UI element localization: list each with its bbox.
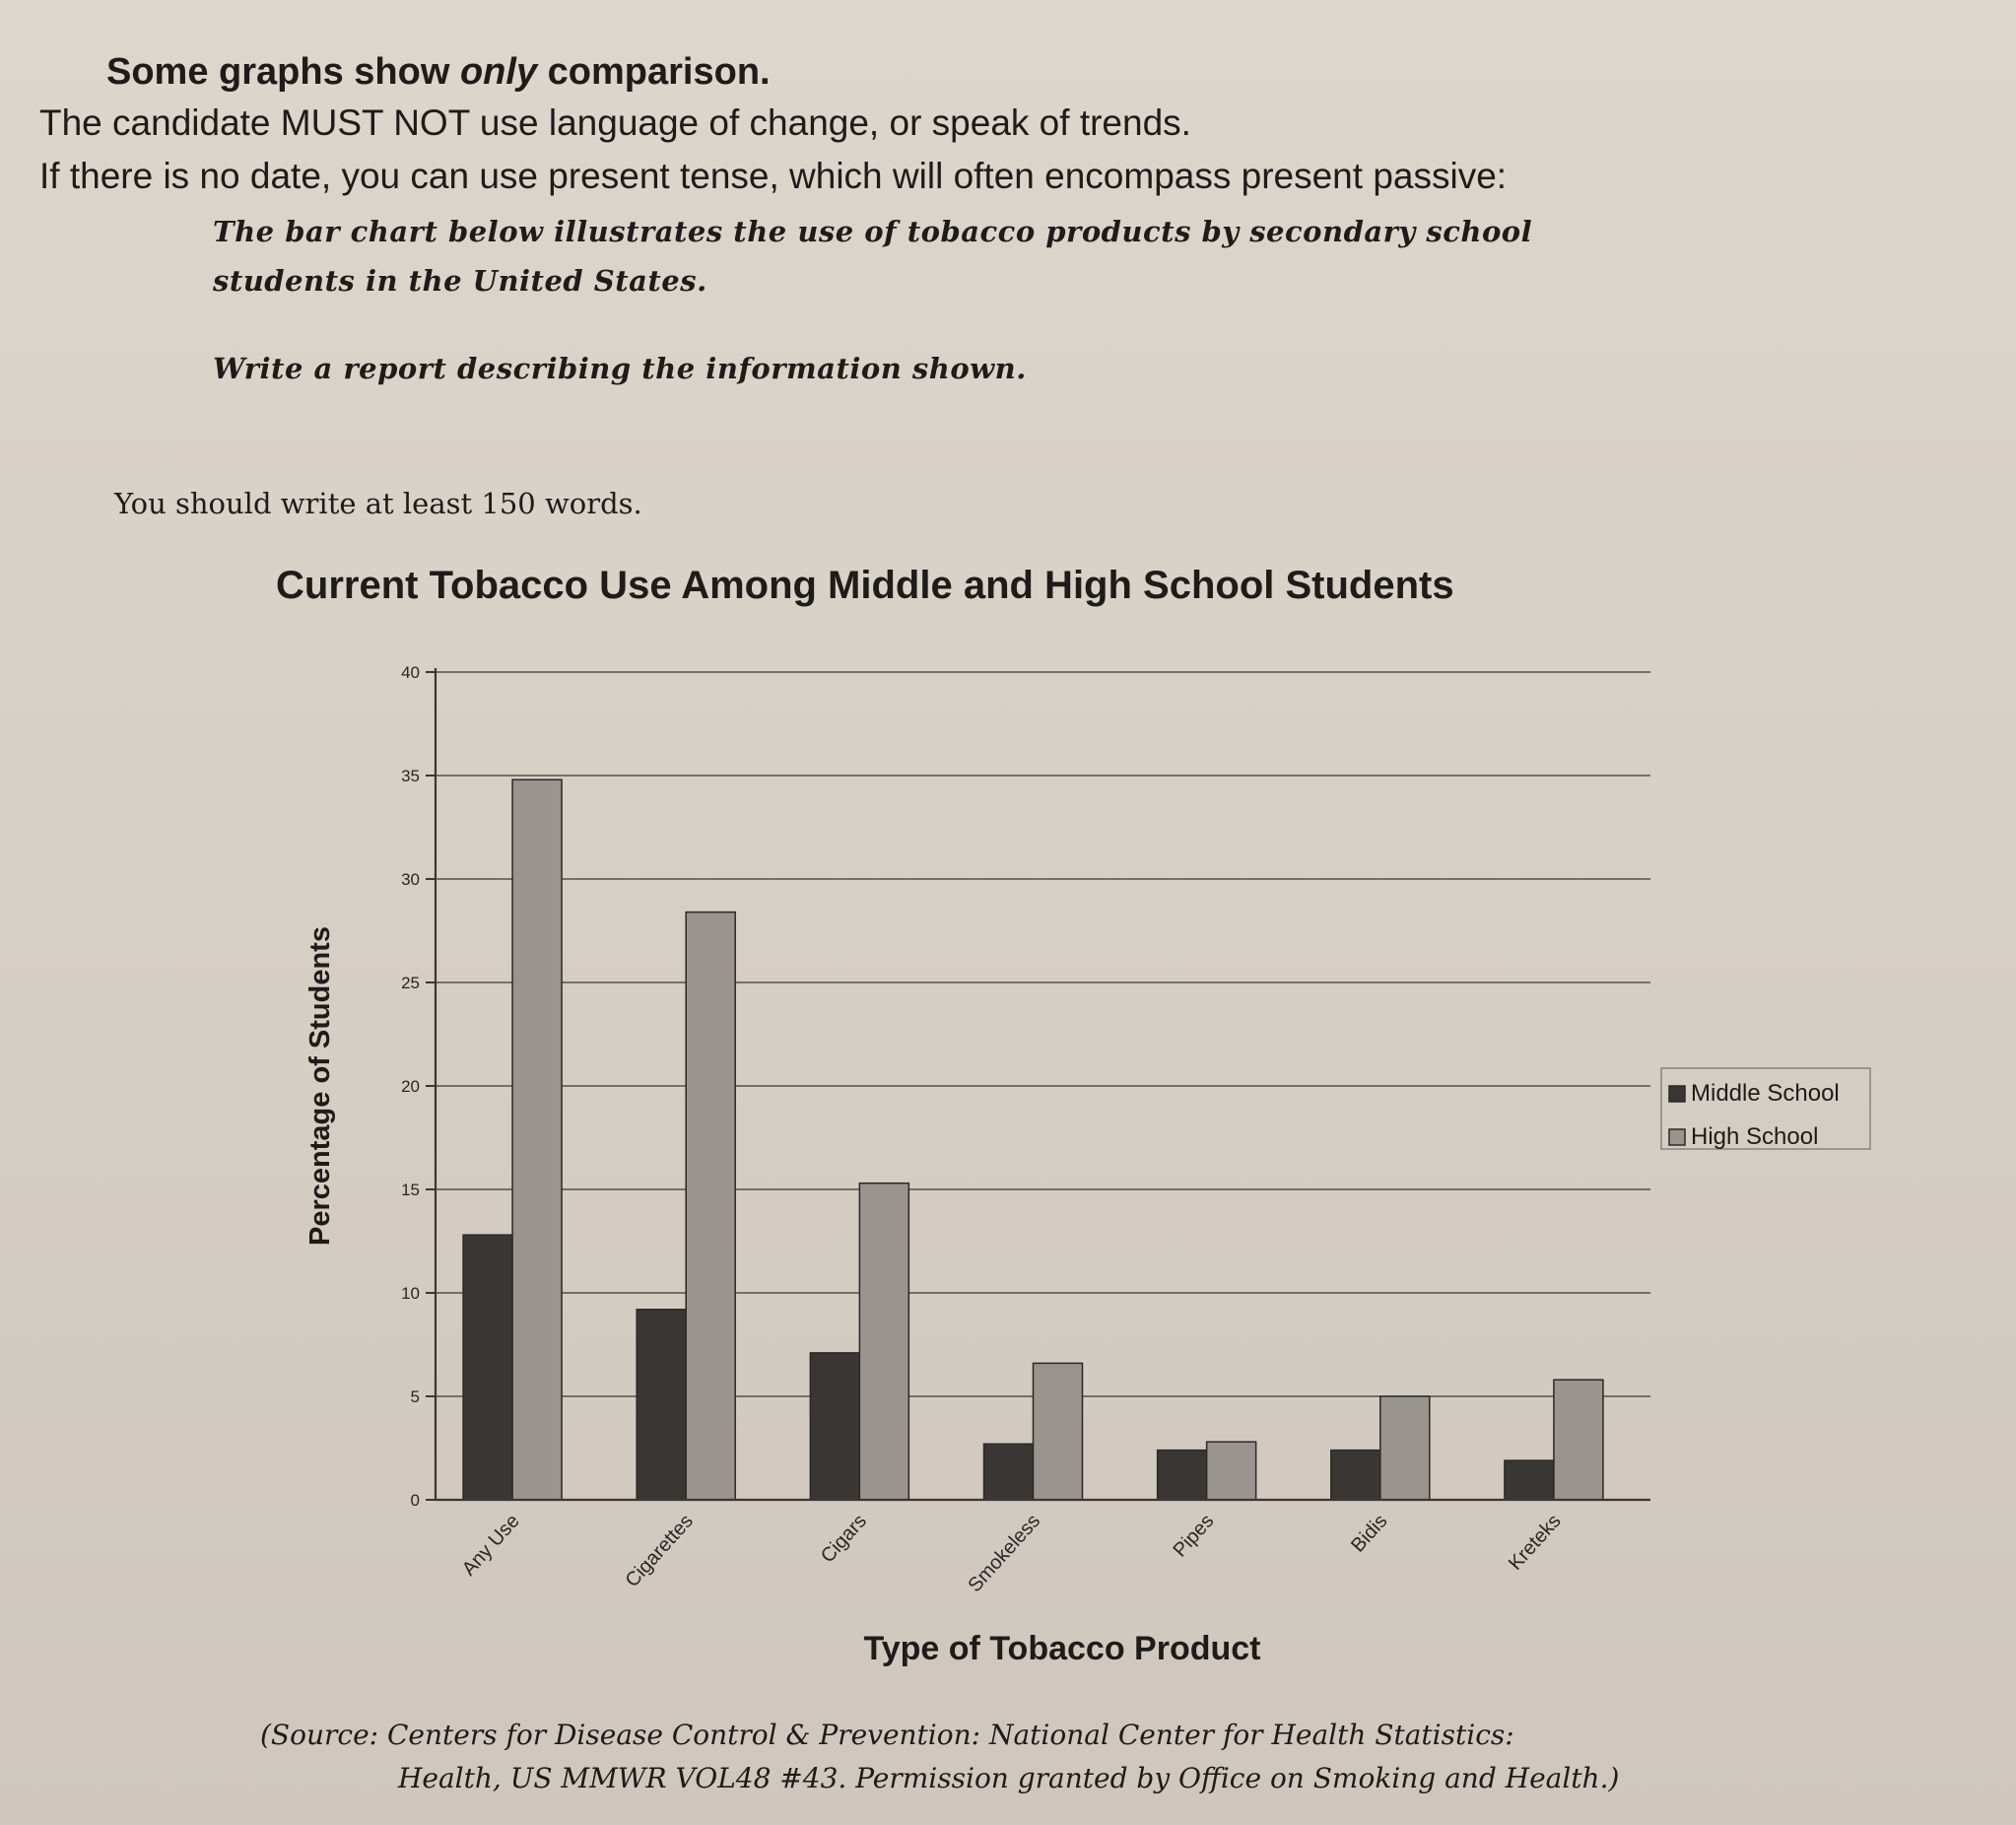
bar-middle-school (637, 1310, 686, 1500)
bar-high-school (1207, 1442, 1256, 1500)
intro-heading-prefix: Some graphs show (106, 51, 460, 93)
y-tick-label: 0 (410, 1491, 420, 1510)
y-tick-label: 15 (401, 1181, 420, 1199)
bar-high-school (686, 912, 735, 1500)
source-line-1: (Source: Centers for Disease Control & Prevention: National Center for Health Statistics: (260, 1719, 1514, 1751)
axes (304, 663, 1650, 1667)
x-tick-label: Cigarettes (621, 1510, 698, 1592)
intro-line-2: If there is no date, you can use present tense, which will often encompass present passive: (39, 156, 1508, 196)
x-tick-label: Bidis (1347, 1510, 1392, 1557)
x-tick-label: Pipes (1169, 1510, 1219, 1562)
bar-middle-school (810, 1353, 859, 1500)
x-tick-label: Any Use (457, 1510, 524, 1581)
intro-heading-emphasis: only (459, 51, 538, 93)
bar-high-school (1554, 1380, 1603, 1500)
y-tick-label: 40 (401, 663, 420, 682)
legend (1661, 1068, 1870, 1150)
task-line-1: The bar chart below illustrates the use of tobacco products by secondary school (213, 215, 1533, 248)
bar-middle-school (1331, 1451, 1380, 1500)
intro-heading-suffix: comparison. (537, 51, 771, 93)
x-tick-label: Cigars (817, 1510, 872, 1568)
chart-title: Current Tobacco Use Among Middle and High School Students (276, 564, 1454, 607)
bar-high-school (1380, 1396, 1430, 1500)
bar-middle-school (984, 1444, 1034, 1500)
intro-line-1: The candidate MUST NOT use language of change, or speak of trends. (39, 102, 1191, 143)
y-tick-label: 20 (401, 1077, 420, 1096)
word-count-instruction: You should write at least 150 words. (114, 487, 642, 520)
bar-high-school (1034, 1363, 1083, 1500)
bar-high-school (859, 1183, 908, 1500)
y-axis-label: Percentage of Students (304, 926, 336, 1246)
legend-swatch (1669, 1129, 1685, 1145)
source-line-2: Health, US MMWR VOL48 #43. Permission granted by Office on Smoking and Health.) (398, 1762, 1620, 1794)
task-line-2: students in the United States. (213, 264, 707, 298)
x-axis-label: Type of Tobacco Product (863, 1630, 1261, 1667)
task-line-3: Write a report describing the information shown. (213, 352, 1027, 385)
bars (463, 779, 1603, 1500)
bar-middle-school (463, 1235, 512, 1500)
x-tick-label: Smokeless (964, 1510, 1045, 1597)
bar-middle-school (1505, 1460, 1554, 1500)
y-tick-label: 30 (401, 870, 420, 889)
bar-middle-school (1158, 1451, 1207, 1500)
y-tick-label: 25 (401, 974, 420, 992)
y-tick-label: 5 (410, 1387, 420, 1406)
legend-label: High School (1691, 1123, 1819, 1150)
legend-swatch (1669, 1086, 1685, 1102)
legend-label: Middle School (1691, 1080, 1840, 1107)
bar-high-school (512, 779, 562, 1500)
y-tick-label: 35 (401, 767, 420, 785)
gridlines (436, 672, 1650, 1396)
y-tick-label: 10 (401, 1284, 420, 1303)
x-tick-label: Kreteks (1504, 1510, 1566, 1575)
